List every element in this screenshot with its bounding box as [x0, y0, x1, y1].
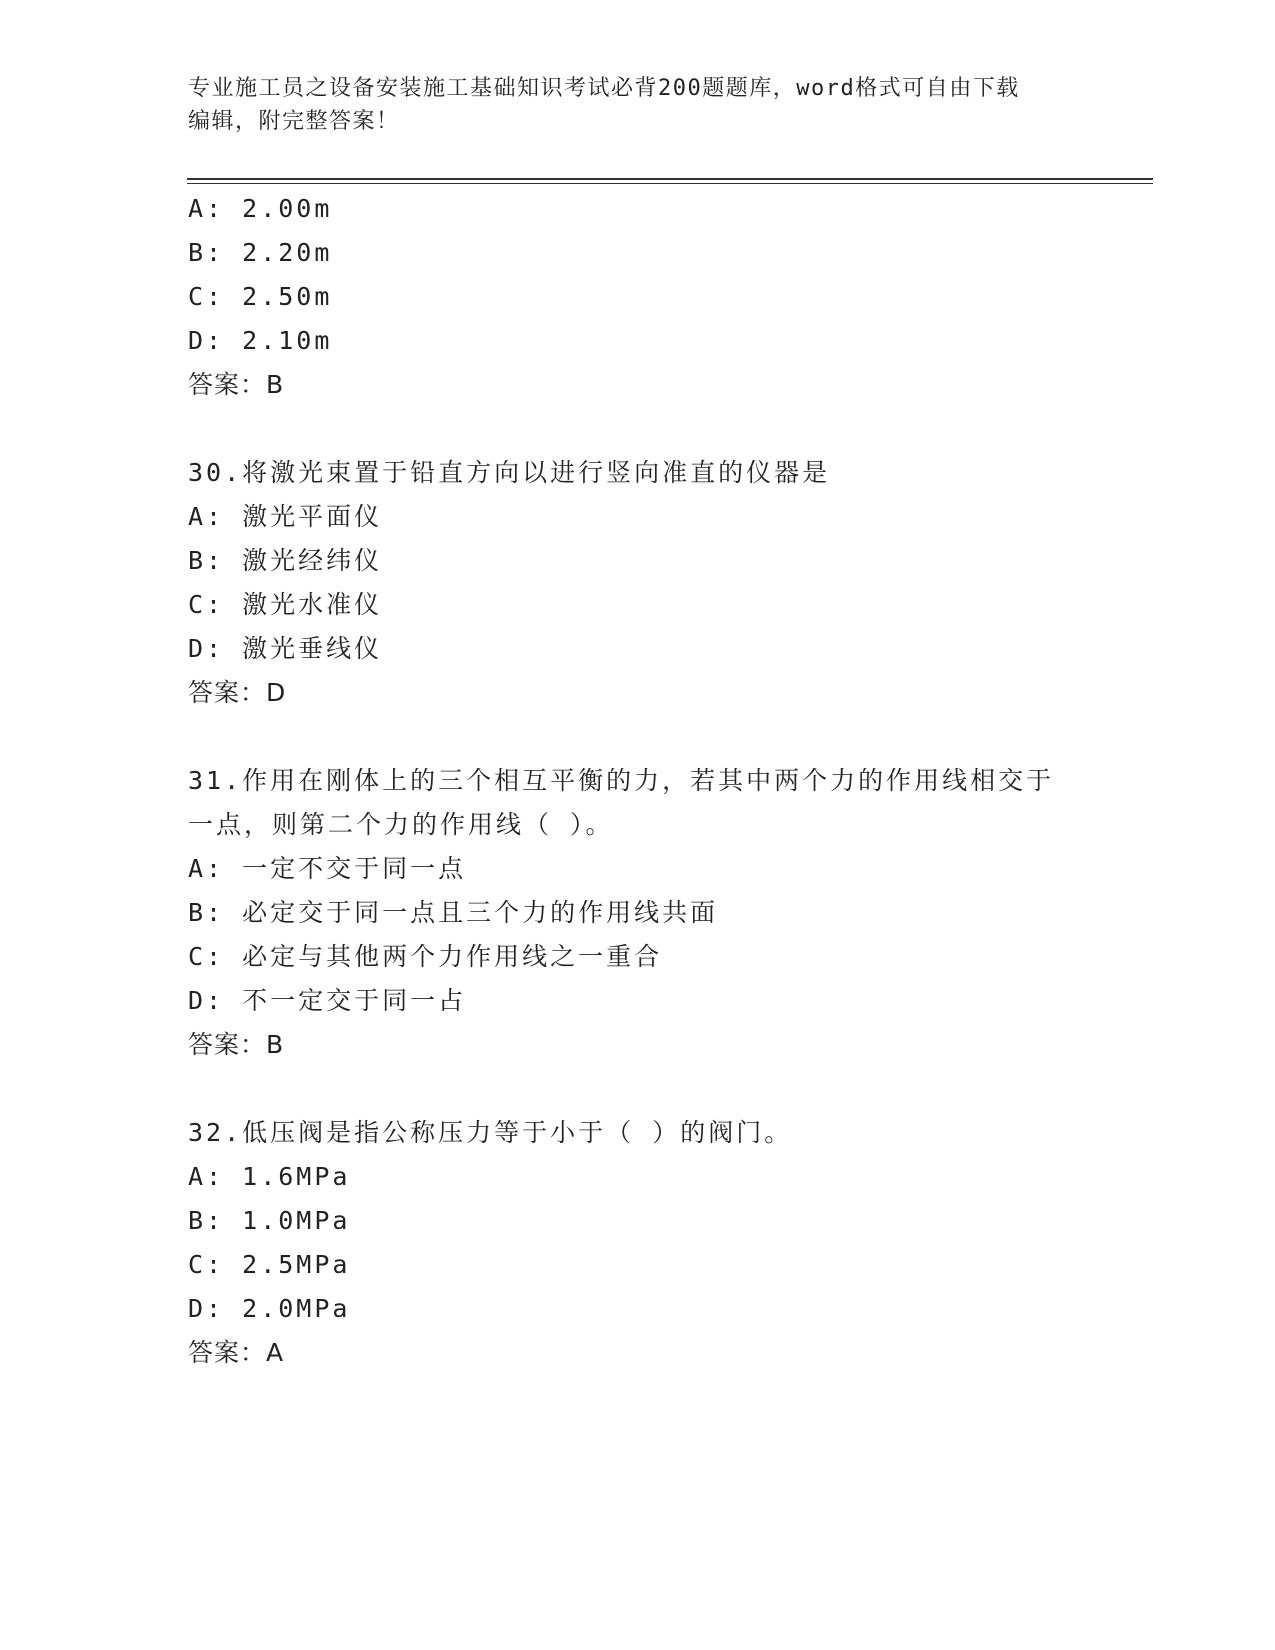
q31-answer: 答案：B — [188, 1030, 285, 1059]
header-title-line1: 专业施工员之设备安装施工基础知识考试必背200题题库，word格式可自由下载 — [188, 76, 1020, 101]
q30-answer: 答案：D — [188, 678, 287, 707]
q29-option-b: B: 2.20m — [188, 238, 333, 267]
q31-option-d: D: 不一定交于同一占 — [188, 986, 467, 1015]
q29-option-d: D: 2.10m — [188, 326, 333, 355]
q31-option-a: A: 一定不交于同一点 — [188, 854, 467, 883]
q30-stem: 30.将激光束置于铅直方向以进行竖向准直的仪器是 — [188, 458, 831, 487]
q32-answer: 答案：A — [188, 1338, 285, 1367]
q30-option-d: D: 激光垂线仪 — [188, 634, 383, 663]
q31-stem-line2: 一点，则第二个力的作用线（ ）。 — [188, 810, 614, 839]
header-rule-thin — [187, 183, 1153, 184]
q31-option-b: B: 必定交于同一点且三个力的作用线共面 — [188, 898, 719, 927]
q30-option-c: C: 激光水准仪 — [188, 590, 383, 619]
q29-option-a: A: 2.00m — [188, 194, 333, 223]
header-rule-thick — [187, 178, 1153, 180]
q31-option-c: C: 必定与其他两个力作用线之一重合 — [188, 942, 663, 971]
q29-option-c: C: 2.50m — [188, 282, 333, 311]
q32-option-b: B: 1.0MPa — [188, 1206, 351, 1235]
q29-answer: 答案：B — [188, 370, 285, 399]
q32-option-d: D: 2.0MPa — [188, 1294, 351, 1323]
q32-option-c: C: 2.5MPa — [188, 1250, 351, 1279]
header-title-line2: 编辑，附完整答案！ — [188, 109, 400, 134]
q32-option-a: A: 1.6MPa — [188, 1162, 351, 1191]
document-header — [188, 72, 1088, 138]
q30-option-a: A: 激光平面仪 — [188, 502, 383, 531]
q32-stem: 32.低压阀是指公称压力等于小于（ ）的阀门。 — [188, 1118, 793, 1147]
q31-stem-line1: 31.作用在刚体上的三个相互平衡的力，若其中两个力的作用线相交于 — [188, 766, 1055, 795]
q30-option-b: B: 激光经纬仪 — [188, 546, 383, 575]
